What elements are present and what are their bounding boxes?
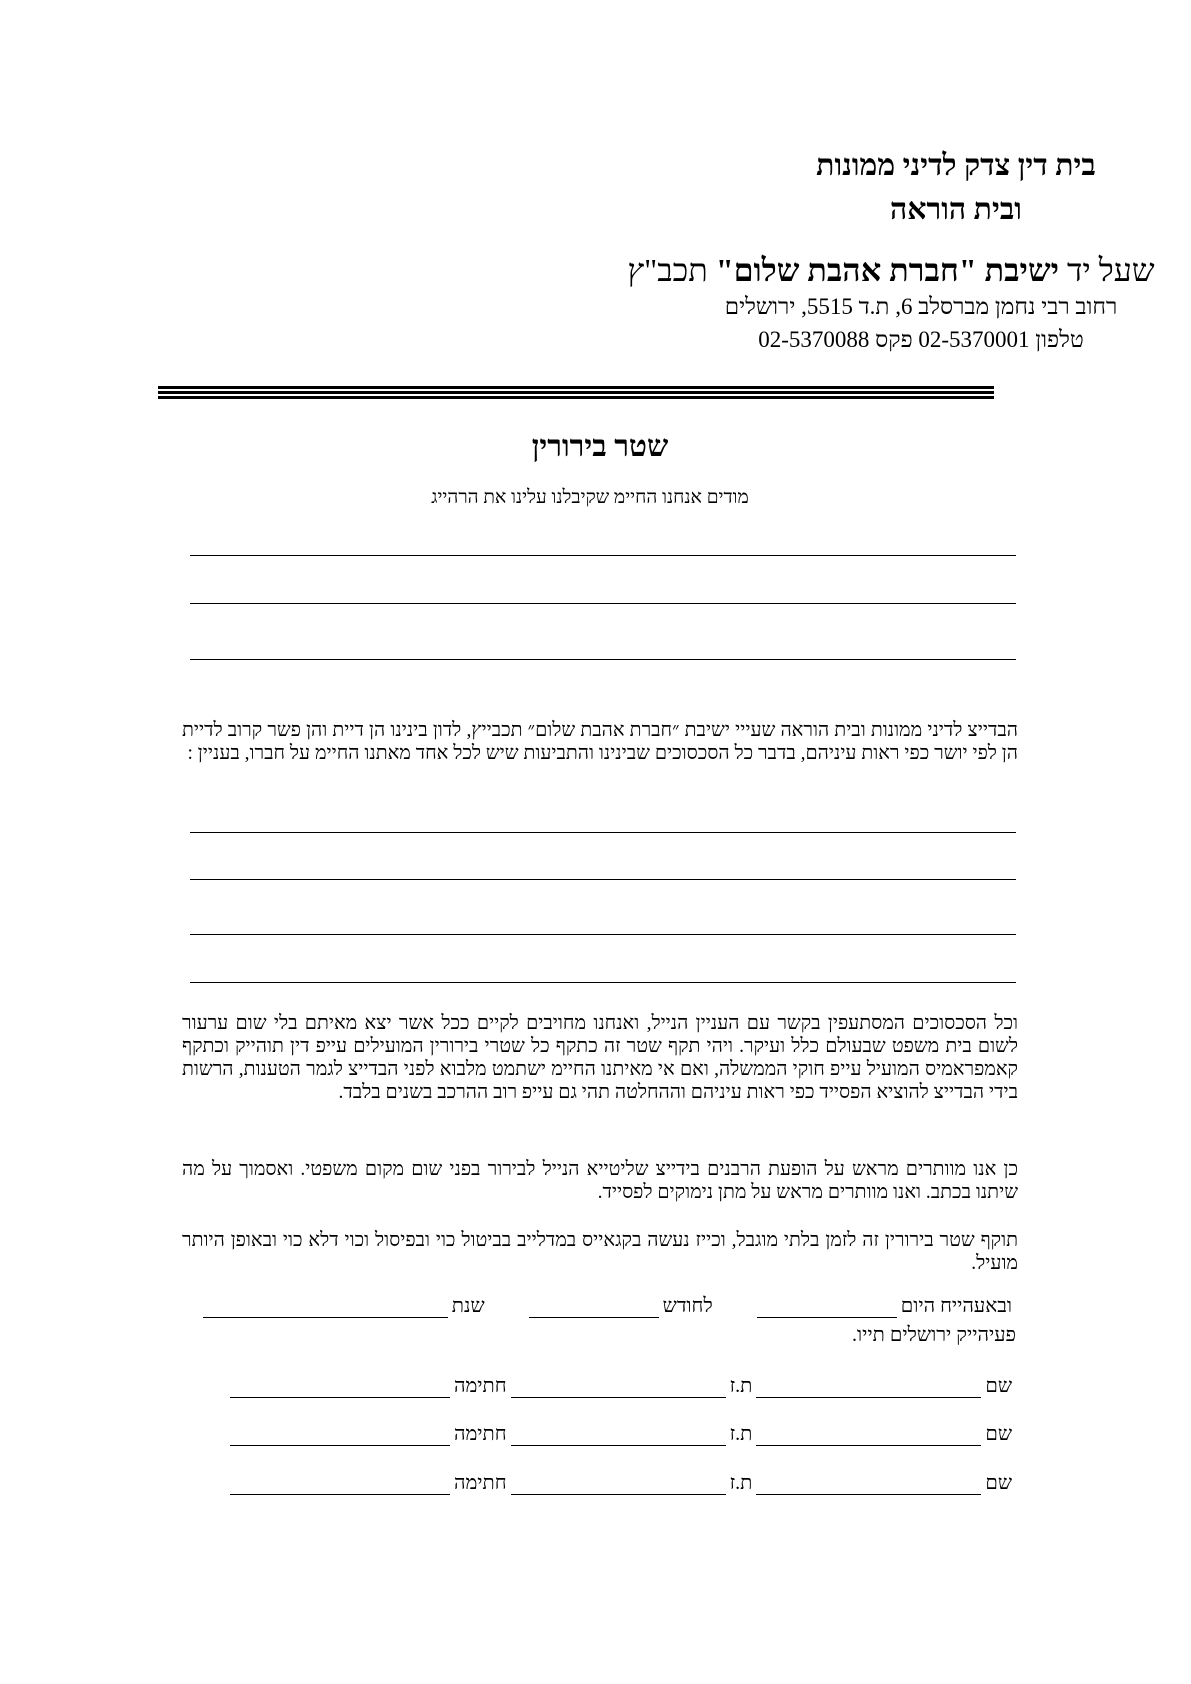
id-label: ת.ז bbox=[729, 1423, 753, 1445]
paragraph-waiver: כן אנו מוותרים מראש על הופעת הרבנים בידייצ שליטייא הנייל לבירור בפני שום מקום משפטי. ואסמוך על מה שיתנו בכתב. ואנו מוותרים מראש על מתן נימוקים לפסייד. bbox=[182, 1159, 1018, 1203]
yeshiva-suffix: תכב"ץ bbox=[627, 252, 708, 288]
yeshiva-name: ישיבת "חברת אהבת שלום" bbox=[715, 252, 1059, 288]
fill-line-matter-3[interactable] bbox=[190, 934, 1016, 935]
date-year-field[interactable] bbox=[203, 1297, 448, 1318]
signature-field[interactable] bbox=[230, 1474, 450, 1495]
phone-fax: טלפון 02-5370001 פקס 02-5370088 bbox=[758, 327, 1084, 352]
date-year-label: שנת bbox=[451, 1295, 485, 1317]
fill-line-matter-4[interactable] bbox=[190, 982, 1016, 983]
yeshiva-prefix: שעל יד bbox=[1066, 252, 1155, 288]
intro-text: מודים אנחנו החיימ שקיבלנו עלינו את הרהייג bbox=[431, 487, 749, 508]
fill-line-matter-2[interactable] bbox=[190, 879, 1016, 880]
signature-field[interactable] bbox=[230, 1377, 450, 1398]
id-field[interactable] bbox=[511, 1425, 726, 1446]
paragraph-obligations: וכל הסכסוכים המסתעפין בקשר עם העניין הנייל, ואנחנו מחויבים לקיים ככל אשר יצא מאיתם בלי שום ערעור לשום בית משפט שבעולם כלל ועיקר. ויהי תקף שטר זה כתקף כל שטרי בירורין המועילים עייפ דין תוהייק וכתקף קאמפראמיס המועיל עייפ חוקי הממשלה, ואם אי מאיתנו החיימ ישתמט מלבוא לפני הבדייצ לגמר הטענות, הרשות בידי הבדייצ להוציא הפסייד כפי ראות עיניהם וההחלטה תהי גם עייפ רוב ההרכב בשנים בלבד. bbox=[182, 1013, 1018, 1103]
date-day-label: ובאעהייח היום bbox=[900, 1295, 1012, 1317]
fill-line-matter-1[interactable] bbox=[190, 832, 1016, 833]
id-label: ת.ז bbox=[729, 1375, 753, 1397]
signature-row-2 bbox=[180, 1418, 1016, 1446]
date-location: פעיהייק ירושלים תייו. bbox=[852, 1324, 1016, 1346]
signature-field[interactable] bbox=[230, 1425, 450, 1446]
name-label: שם bbox=[985, 1472, 1012, 1494]
header-divider-top bbox=[158, 386, 994, 389]
header-divider-bottom bbox=[158, 396, 994, 399]
document-title: שטר בירורין bbox=[531, 430, 669, 463]
paragraph-authority: הבדייצ לדיני ממונות ובית הוראה שעייי ישיבת ״חברת אהבת שלום״ תכבייץ, לדון בינינו הן דיית והן פשר קרוב לדיית הן לפי יושר כפי ראות עיניהם, בדבר כל הסכסוכים שבינינו והתביעות שיש לכל אחד מאתנו החיימ על חברו, בעניין : bbox=[182, 720, 1018, 764]
signature-label: חתימה bbox=[453, 1375, 507, 1397]
fill-line-parties-2[interactable] bbox=[190, 603, 1016, 604]
name-field[interactable] bbox=[756, 1377, 981, 1398]
name-field[interactable] bbox=[756, 1425, 981, 1446]
date-row bbox=[180, 1290, 1016, 1318]
id-field[interactable] bbox=[511, 1377, 726, 1398]
signature-label: חתימה bbox=[453, 1472, 507, 1494]
name-label: שם bbox=[985, 1375, 1012, 1397]
paragraph-validity: תוקף שטר בירורין זה לזמן בלתי מוגבל, וכייז נעשה בקגאייס במדלייב בביטול כוי ובפיסול וכוי דלא כוי ובאופן היותר מועיל. bbox=[182, 1230, 1018, 1274]
name-field[interactable] bbox=[756, 1474, 981, 1495]
date-month-label: לחודש bbox=[662, 1295, 713, 1317]
signature-row-3 bbox=[180, 1467, 1016, 1495]
fill-line-parties-1[interactable] bbox=[190, 555, 1016, 556]
signature-row-1 bbox=[180, 1370, 1016, 1398]
header-divider-middle bbox=[158, 391, 994, 394]
address: רחוב רבי נחמן מברסלב 6, ת.ד 5515, ירושלים bbox=[724, 294, 1118, 319]
date-day-field[interactable] bbox=[757, 1297, 897, 1318]
fill-line-parties-3[interactable] bbox=[190, 659, 1016, 660]
id-field[interactable] bbox=[511, 1474, 726, 1495]
name-label: שם bbox=[985, 1423, 1012, 1445]
court-name-line1: בית דין צדק לדיני ממונות bbox=[816, 149, 1096, 182]
id-label: ת.ז bbox=[729, 1472, 753, 1494]
signature-label: חתימה bbox=[453, 1423, 507, 1445]
yeshiva-line bbox=[591, 250, 1191, 290]
date-month-field[interactable] bbox=[529, 1297, 659, 1318]
court-name-line2: ובית הוראה bbox=[890, 193, 1022, 226]
